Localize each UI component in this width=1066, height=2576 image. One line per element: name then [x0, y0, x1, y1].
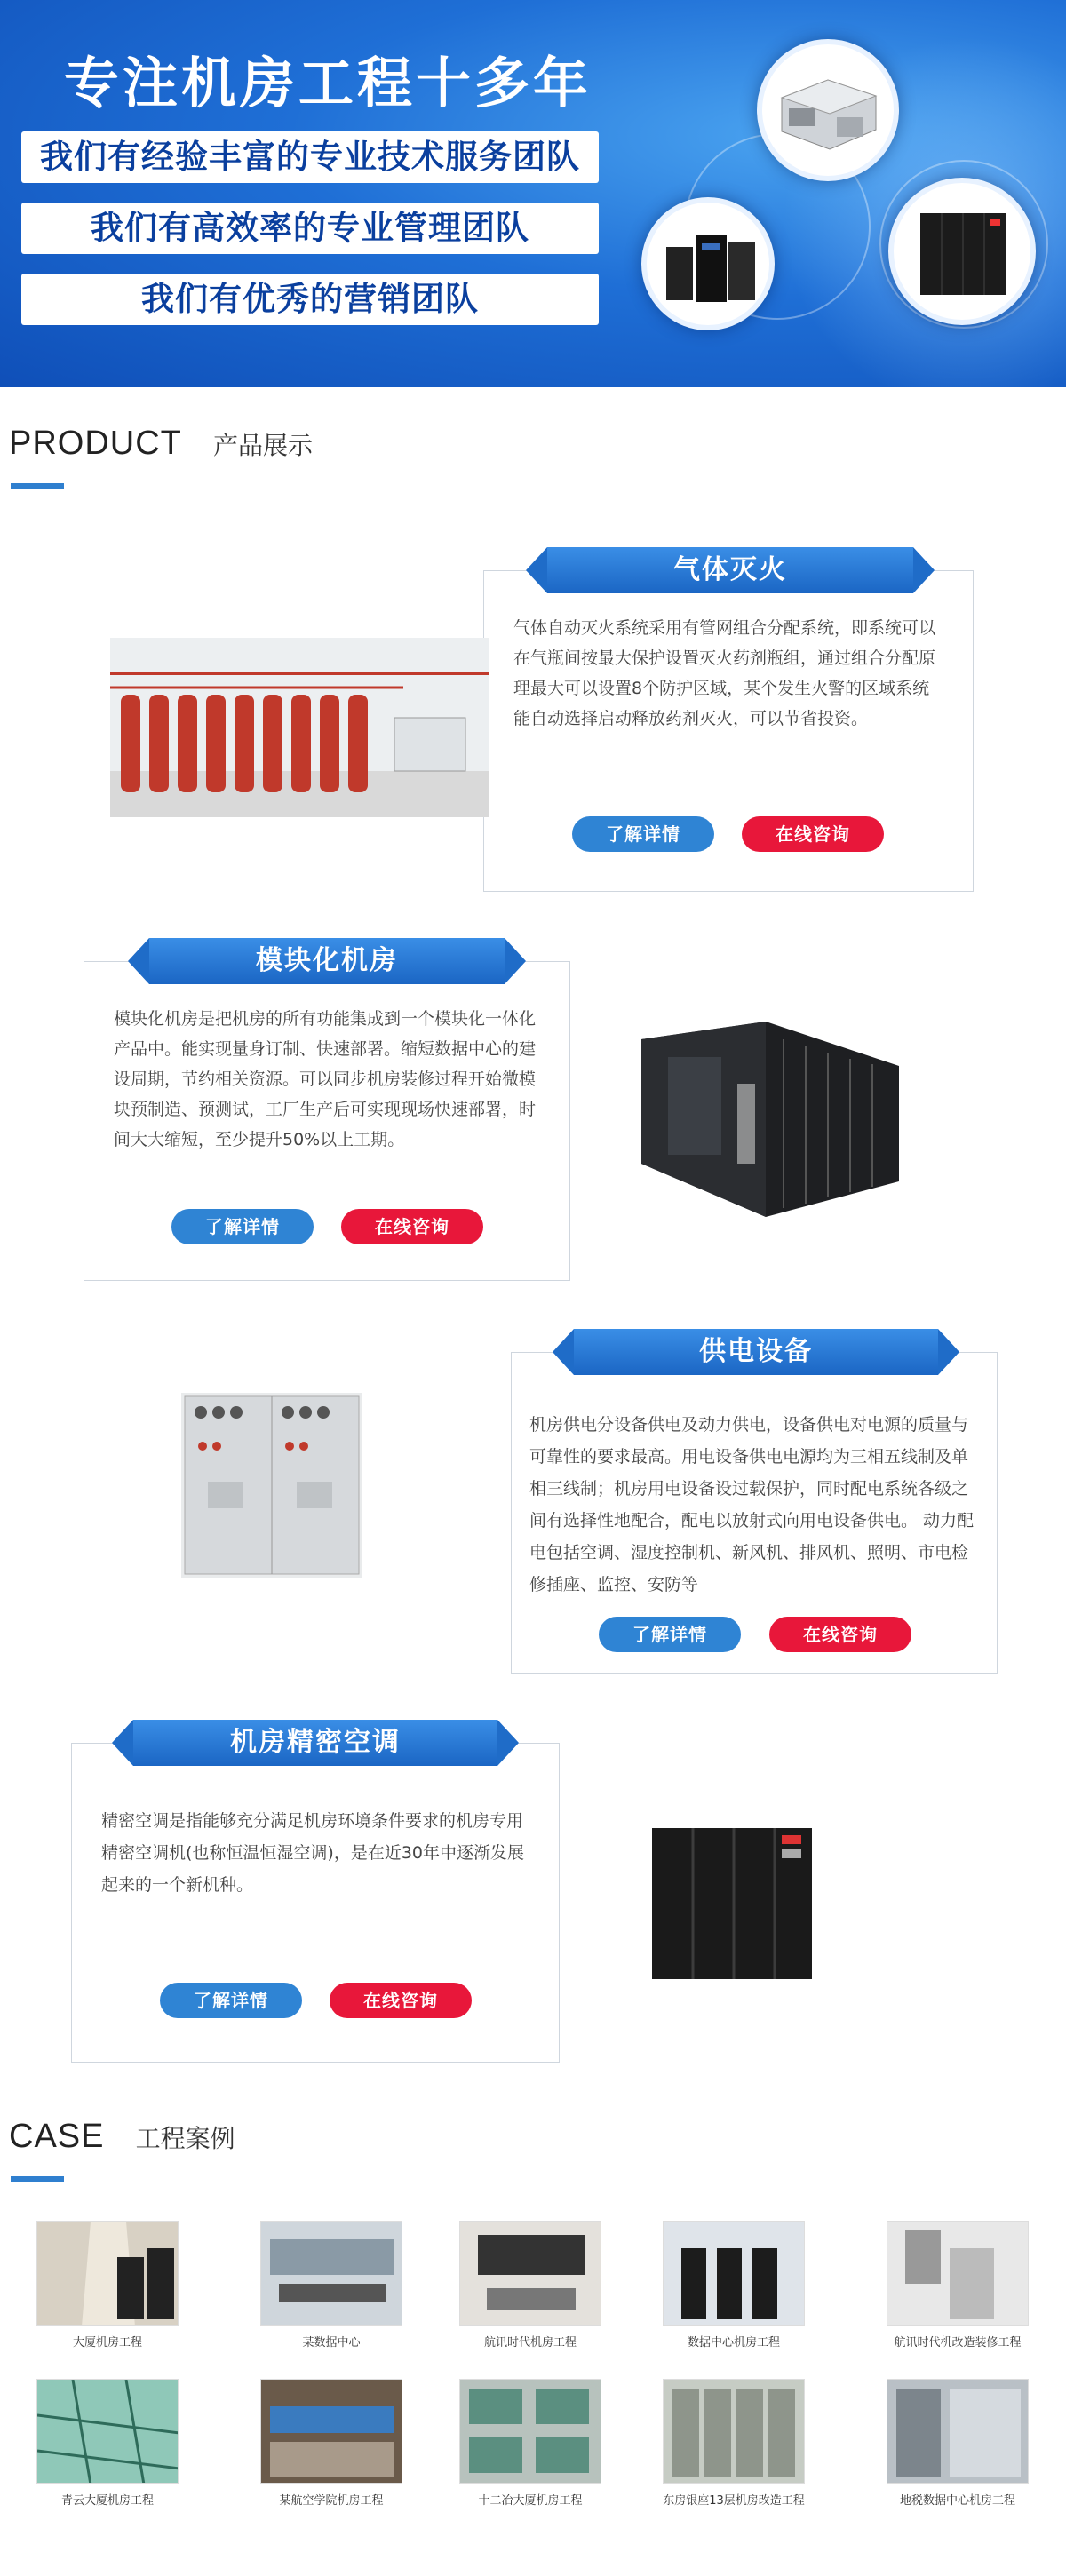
consult-button-modular[interactable]: 在线咨询	[341, 1209, 483, 1244]
case-thumbnail	[36, 2221, 179, 2326]
case-thumbnail	[887, 2221, 1029, 2326]
case-item[interactable]	[459, 2221, 601, 2349]
air-handler-image	[757, 39, 899, 181]
case-item[interactable]	[887, 2379, 1029, 2508]
case-caption: 数据中心机房工程	[687, 2336, 780, 2349]
case-item[interactable]	[887, 2221, 1029, 2349]
case-item[interactable]	[36, 2221, 179, 2349]
banner-line-1: 我们有经验丰富的专业技术服务团队	[21, 131, 599, 183]
case-item[interactable]	[663, 2221, 805, 2349]
product-title-gas-fire: 气体灭火	[547, 547, 913, 593]
case-thumbnail	[887, 2379, 1029, 2484]
case-caption: 某航空学院机房工程	[279, 2494, 384, 2508]
case-caption: 航讯时代机改造装修工程	[894, 2336, 1022, 2349]
case-caption: 十二冶大厦机房工程	[478, 2494, 583, 2508]
case-section-title	[9, 2118, 235, 2156]
detail-button-modular[interactable]: 了解详情	[171, 1209, 314, 1244]
consult-button-power[interactable]: 在线咨询	[769, 1617, 911, 1652]
case-thumbnail	[260, 2379, 402, 2484]
case-caption: 航讯时代机房工程	[483, 2336, 577, 2349]
detail-button-precision-ac[interactable]: 了解详情	[160, 1983, 302, 2018]
case-caption: 大厦机房工程	[72, 2336, 142, 2349]
product-desc-precision-ac: 精密空调是指能够充分满足机房环境条件要求的机房专用精密空调机(也称恒温恒湿空调)，是在近30年中逐渐发展起来的一个新机种。	[101, 1811, 525, 1895]
power-cabinet-image	[181, 1393, 362, 1578]
case-item[interactable]	[36, 2379, 179, 2508]
product-title-cn: 产品展示	[212, 431, 313, 460]
case-caption: 东房银座13层机房改造工程	[663, 2494, 805, 2508]
banner-line-2: 我们有高效率的专业管理团队	[21, 203, 599, 254]
banner-title: 专注机房工程十多年	[64, 51, 593, 115]
case-item[interactable]	[663, 2379, 805, 2508]
case-thumbnail	[459, 2221, 601, 2326]
product-title-en: PRODUCT	[9, 425, 182, 462]
case-caption: 某数据中心	[302, 2336, 361, 2349]
detail-button-gas-fire[interactable]: 了解详情	[572, 816, 714, 852]
product-title-precision-ac: 机房精密空调	[133, 1720, 497, 1766]
product-section-title	[9, 425, 313, 463]
ups-image	[641, 197, 775, 330]
case-caption: 青云大厦机房工程	[60, 2494, 154, 2508]
case-thumbnail	[36, 2379, 179, 2484]
section-underline	[11, 483, 64, 489]
product-desc-modular: 模块化机房是把机房的所有功能集成到一个模块化一体化产品中。能实现量身订制、快速部署。缩短数据中心的建设周期，节约相关资源。可以同步机房装修过程开始微模块预制造、预测试，工厂生产后可实现现场快速部署，时间大大缩短，至少提升50%以上工期。	[114, 1009, 537, 1149]
case-item[interactable]	[459, 2379, 601, 2508]
product-card-precision-ac	[71, 1743, 560, 2063]
section-underline	[11, 2176, 64, 2182]
product-desc-power: 机房供电分设备供电及动力供电，设备供电对电源的质量与可靠性的要求最高。用电设备供电电源均为三相五线制及单相三线制；机房用电设备设过载保护，同时配电系统各级之间有选择性地配合，配电以放射式向用电设备供电。 动力配电包括空调、湿度控制机、新风机、排风机、照明、市电检修插座、监控、安防等	[529, 1415, 975, 1594]
case-thumbnail	[663, 2221, 805, 2326]
case-thumbnail	[663, 2379, 805, 2484]
case-title-en: CASE	[9, 2118, 105, 2155]
gas-cylinder-image	[110, 638, 489, 817]
hero-banner	[0, 0, 1066, 387]
product-desc-gas-fire: 气体自动灭火系统采用有管网组合分配系统，即系统可以在气瓶间按最大保护设置灭火药剂瓶组，通过组合分配原理最大可以设置8个防护区域，某个发生火警的区域系统能自动选择启动释放药剂灭火，可以节省投资。	[513, 618, 936, 728]
consult-button-precision-ac[interactable]: 在线咨询	[330, 1983, 472, 2018]
detail-button-power[interactable]: 了解详情	[599, 1617, 741, 1652]
case-item[interactable]	[260, 2221, 402, 2349]
modular-room-image	[632, 1004, 904, 1217]
precision-ac-image	[888, 178, 1036, 325]
case-thumbnail	[459, 2379, 601, 2484]
case-title-cn: 工程案例	[135, 2124, 235, 2153]
product-title-modular: 模块化机房	[149, 938, 505, 984]
case-thumbnail	[260, 2221, 402, 2326]
case-item[interactable]	[260, 2379, 402, 2508]
banner-line-3: 我们有优秀的营销团队	[21, 274, 599, 325]
consult-button-gas-fire[interactable]: 在线咨询	[742, 816, 884, 852]
product-title-power: 供电设备	[574, 1329, 938, 1375]
precision-ac-unit-image	[648, 1819, 819, 1983]
case-caption: 地税数据中心机房工程	[899, 2494, 1015, 2508]
